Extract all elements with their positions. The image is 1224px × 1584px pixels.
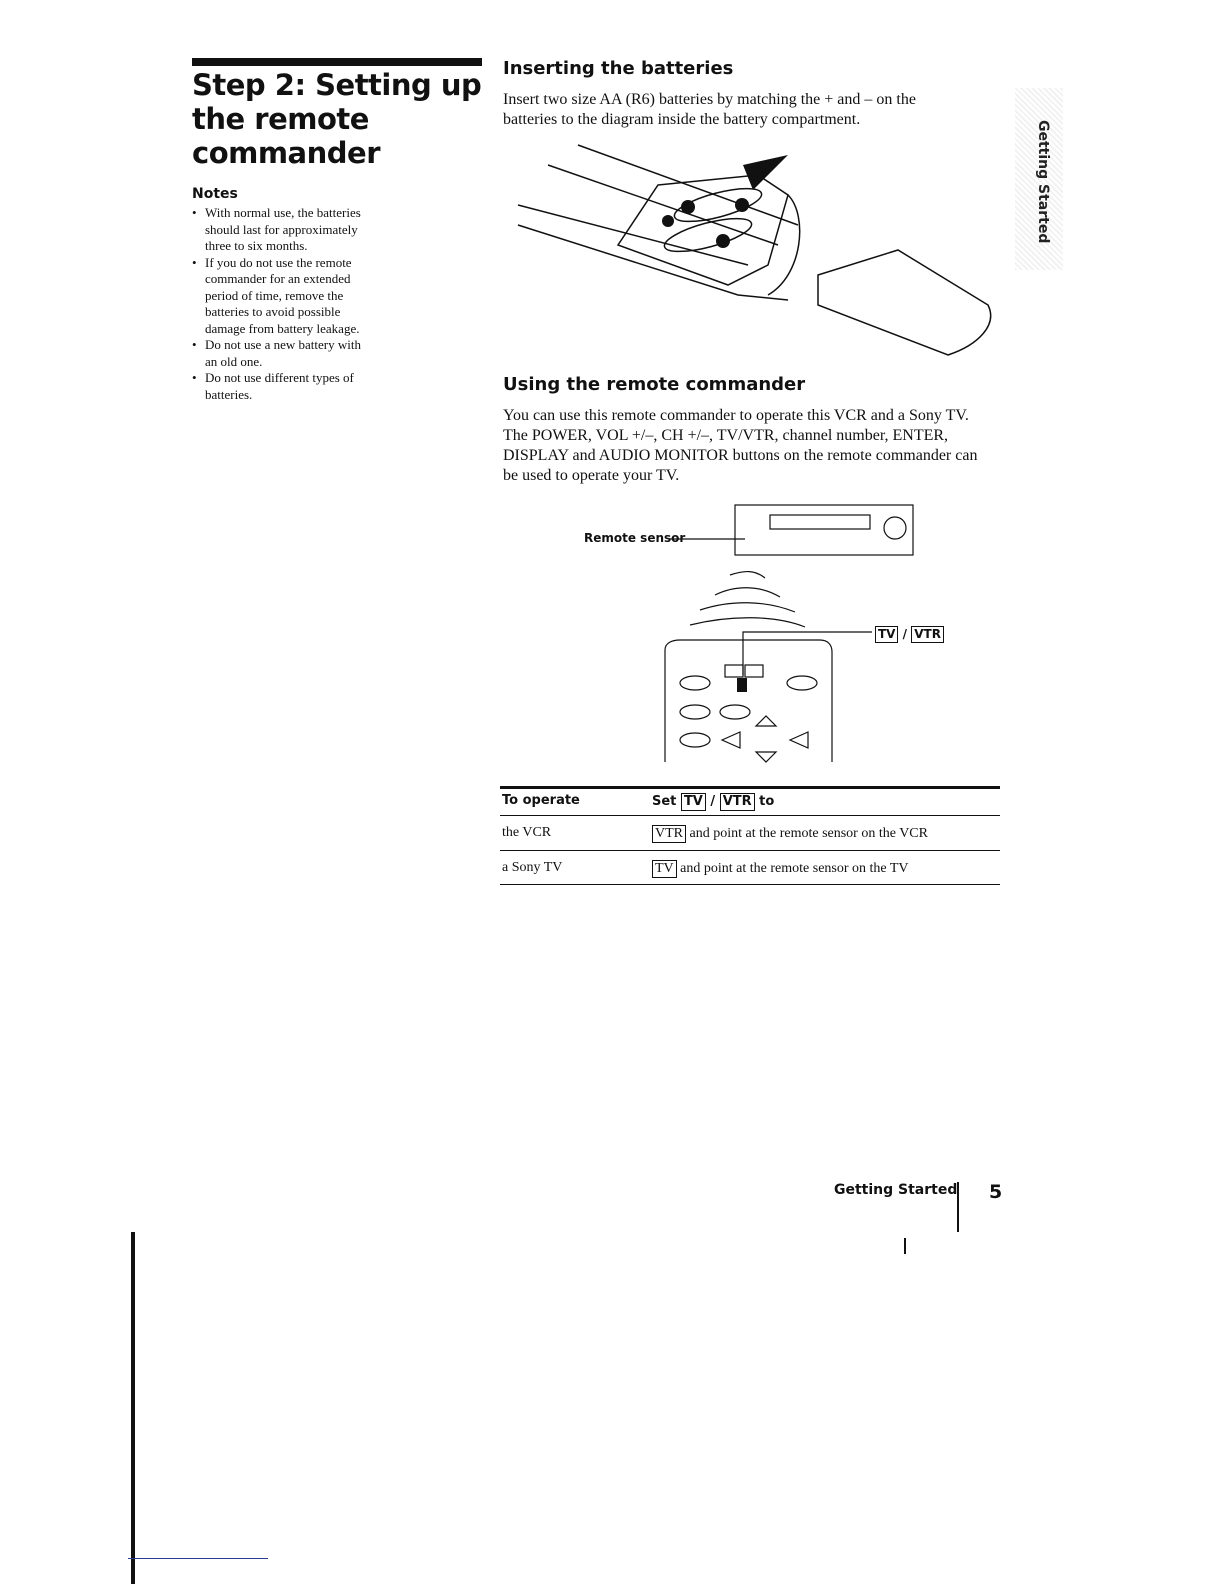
side-tab-label: Getting Started (1035, 120, 1051, 244)
row-action: and point at the remote sensor on the TV (680, 861, 909, 876)
battery-illustration (508, 135, 998, 365)
row-setting (652, 860, 909, 878)
note-item: • Do not use different types of batteries. (190, 370, 375, 403)
header-to-operate: To operate (502, 793, 580, 808)
tv-vtr-callout (875, 626, 944, 643)
page-title: Step 2: Setting up the remote commander (192, 68, 482, 170)
page-number: 5 (989, 1181, 1003, 1203)
header-to: to (759, 794, 775, 809)
title-rule (192, 58, 482, 66)
scan-edge-line (128, 1558, 268, 1559)
header-tv-box: TV (681, 793, 706, 811)
table-row (500, 816, 1000, 851)
header-vtr-box: VTR (720, 793, 755, 811)
scan-binding-edge (131, 1232, 135, 1584)
table-header (500, 786, 1000, 816)
remote-sensor-label: Remote sensor (584, 531, 686, 545)
header-set-word: Set (652, 794, 677, 809)
table-row (500, 851, 1000, 885)
row-device: the VCR (502, 825, 552, 840)
slash: / (902, 627, 908, 641)
row-action: and point at the remote sensor on the VCR (689, 826, 928, 841)
row-device: a Sony TV (502, 860, 563, 875)
row-button-box: TV (652, 860, 677, 878)
note-item: • If you do not use the remote commander for an extended period of time, remove the batteries to avoid possible damage from battery leakage. (190, 255, 375, 338)
footer-section-name: Getting Started (834, 1182, 958, 1198)
header-slash: / (710, 794, 716, 809)
row-button-box: VTR (652, 825, 686, 843)
vtr-button-label: VTR (911, 626, 944, 643)
notes-list (190, 205, 375, 403)
using-heading: Using the remote commander (503, 374, 806, 395)
tv-button-label: TV (875, 626, 898, 643)
row-setting (652, 825, 928, 843)
header-set (652, 793, 774, 811)
note-item: • With normal use, the batteries should last for approximately three to six months. (190, 205, 375, 255)
footer-divider (957, 1182, 959, 1232)
notes-heading: Notes (192, 186, 238, 202)
inserting-heading: Inserting the batteries (503, 58, 734, 79)
footer-tick-mark (904, 1238, 906, 1254)
inserting-body: Insert two size AA (R6) batteries by matching the + and – on the batteries to the diagram inside the battery compartment. (503, 91, 916, 128)
operation-table (500, 786, 1000, 885)
using-body: You can use this remote commander to operate this VCR and a Sony TV. The POWER, VOL +/–, CH +/–, TV/VTR, channel number, ENTER, DISPLAY and AUDIO MONITOR buttons on the remote commander can be used to operate your TV. (503, 407, 978, 484)
note-item: • Do not use a new battery with an old one. (190, 337, 375, 370)
